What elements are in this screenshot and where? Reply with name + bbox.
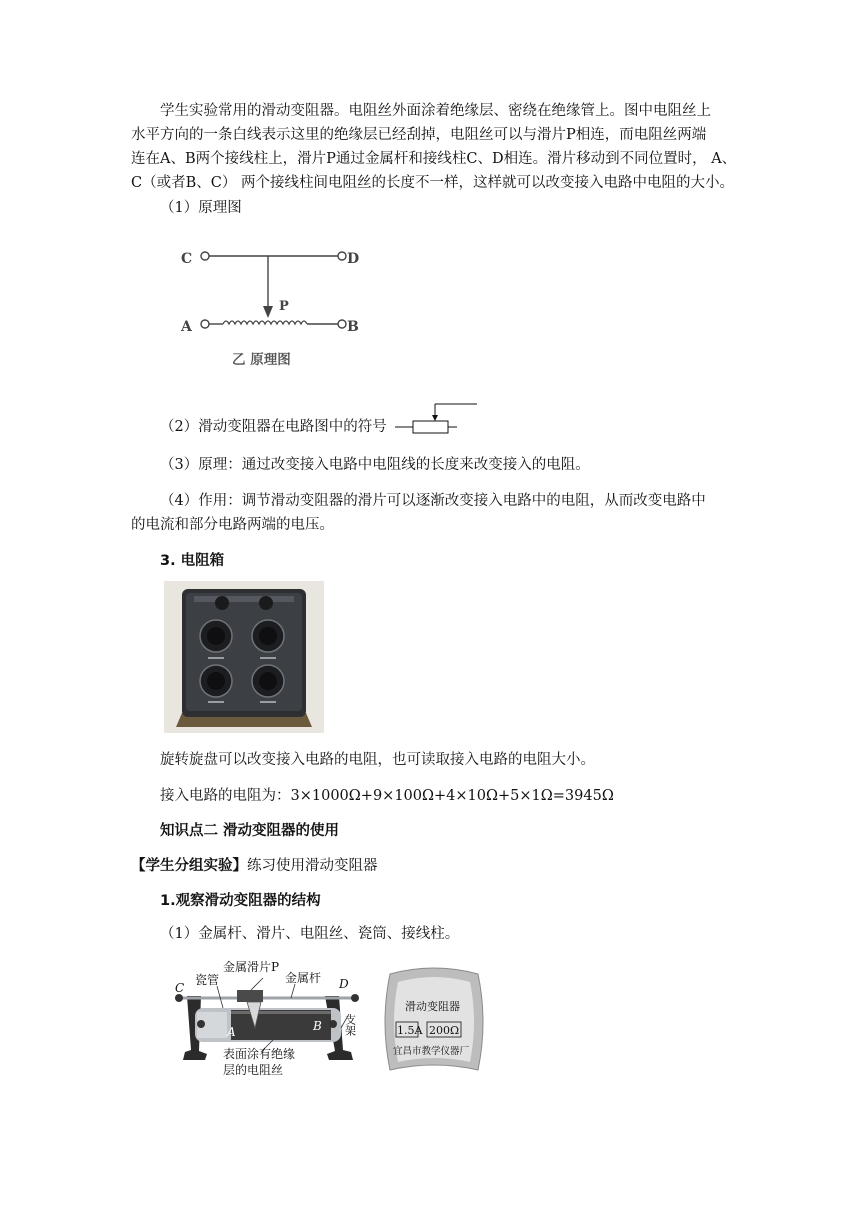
item-4-line-2: 的电流和部分电路两端的电压。 (131, 517, 334, 533)
nameplate-resistance: 200Ω (429, 1024, 460, 1037)
label-b: B (313, 1019, 322, 1033)
rheostat-nameplate (380, 964, 488, 1080)
schematic-diagram (175, 238, 375, 378)
nameplate-title: 滑动变阻器 (405, 1000, 460, 1013)
terminal-b-label: B (347, 319, 359, 335)
intro-line-3: 连在A、B两个接线柱上，滑片P通过金属杆和接线柱C、D相连。滑片移动到不同位置时， A、 (131, 151, 737, 167)
intro-line-2: 水平方向的一条白线表示这里的绝缘层已经刮掉，电阻丝可以与滑片P相连，而电阻丝两端 (131, 127, 707, 143)
resistance-box-text-2: 接入电路的电阻为：3×1000Ω+9×100Ω+4×10Ω+5×1Ω=3945Ω (160, 788, 614, 804)
label-a: A (227, 1025, 236, 1039)
label-metal-slider: 金属滑片P (223, 960, 280, 974)
label-c: C (175, 981, 185, 995)
terminal-b (338, 320, 346, 328)
slider-p-label: P (279, 299, 289, 314)
nameplate-current: 1.5A (397, 1024, 423, 1037)
label-metal-rod: 金属杆 (285, 971, 322, 985)
label-ceramic-tube: 瓷管 (195, 973, 220, 987)
label-coating-1: 表面涂有绝缘 (223, 1047, 296, 1061)
terminal-a-label: A (181, 319, 192, 335)
resistor-coil (223, 321, 307, 324)
terminal-d (338, 252, 346, 260)
resistance-box-photo (164, 581, 324, 733)
label-coating-2: 层的电阻丝 (223, 1063, 284, 1077)
label-d: D (339, 977, 349, 991)
terminal-c-label: C (181, 251, 193, 267)
item-2-text: （2）滑动变阻器在电路图中的符号 (160, 419, 387, 435)
slider-arrow (263, 306, 273, 318)
diagram-caption: 乙 原理图 (232, 352, 291, 368)
step-1-1-text: （1）金属杆、滑片、电阻丝、瓷筒、接线柱。 (160, 926, 460, 942)
resistance-box-text-1: 旋转旋盘可以改变接入电路的电阻，也可读取接入电路的电阻大小。 (160, 752, 595, 768)
item-4-line-1: （4）作用：调节滑动变阻器的滑片可以逐渐改变接入电路中的电阻，从而改变电路中 (160, 493, 706, 509)
group-experiment-line (131, 856, 378, 876)
rheostat-structure-figure (165, 956, 370, 1084)
terminal-d-label: D (347, 251, 360, 267)
item-3-text: （3）原理：通过改变接入电路中电阻线的长度来改变接入的电阻。 (160, 457, 590, 473)
rheostat-symbol (395, 400, 480, 440)
label-stand: 支架 (343, 1014, 357, 1036)
group-experiment-tag: 【学生分组实验】 (131, 858, 247, 874)
knowledge-point-2-heading: 知识点二 滑动变阻器的使用 (160, 823, 340, 839)
intro-line-1: 学生实验常用的滑动变阻器。电阻丝外面涂着绝缘层、密绕在绝缘管上。图中电阻丝上 (160, 103, 711, 119)
intro-line-4: C（或者B、C） 两个接线柱间电阻丝的长度不一样，这样就可以改变接入电路中电阻的大小。 (131, 175, 734, 191)
terminal-a (201, 320, 209, 328)
terminal-c (201, 252, 209, 260)
item-1-heading: （1）原理图 (160, 200, 242, 216)
step-1-heading: 1.观察滑动变阻器的结构 (160, 893, 321, 909)
nameplate-maker: 宜昌市教学仪器厂 (393, 1046, 470, 1057)
group-experiment-title: 练习使用滑动变阻器 (247, 858, 378, 874)
section-3-heading: 3. 电阻箱 (160, 553, 225, 569)
